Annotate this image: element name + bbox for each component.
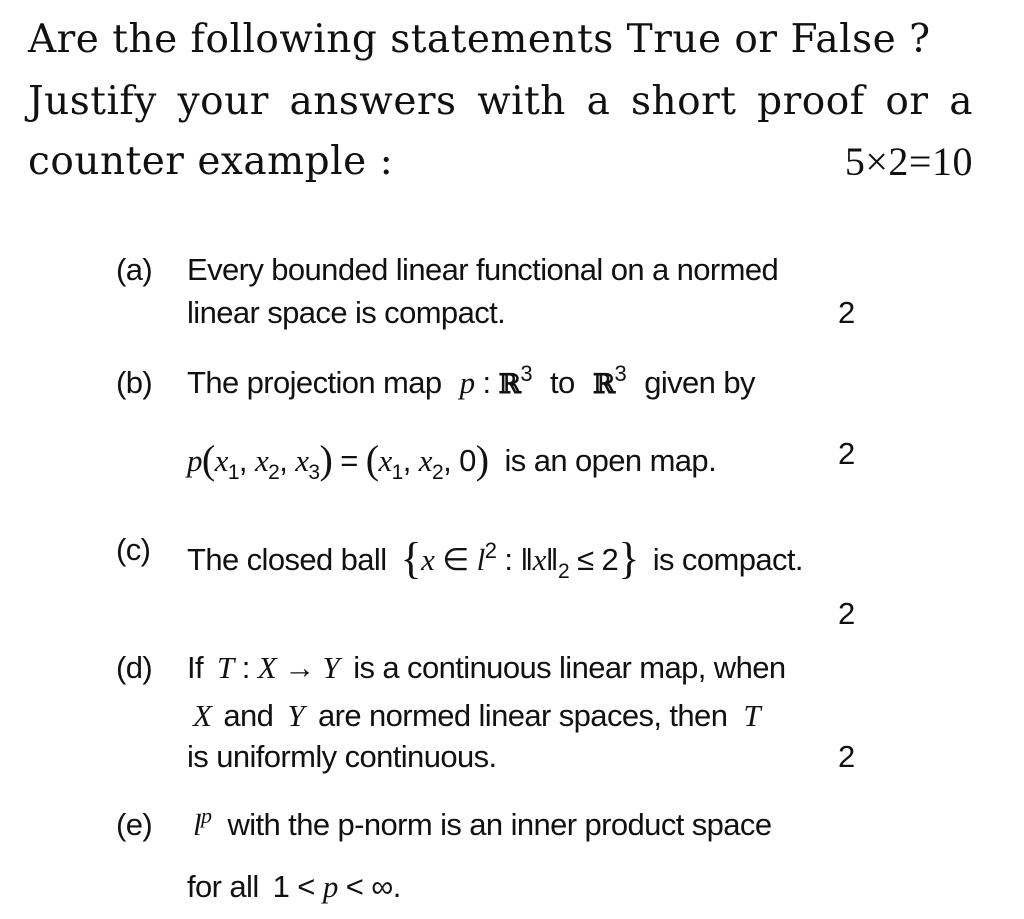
question-d-if: If — [187, 650, 204, 685]
question-d-line-3: is uniformly continuous. — [187, 739, 497, 774]
word: Justify — [28, 79, 157, 124]
question-d-text-2: are normed linear spaces, then — [317, 698, 728, 733]
question-c-text: The closed ball — [187, 542, 387, 577]
question-a-line-1: Every bounded linear functional on a normed — [187, 252, 779, 287]
word: your — [177, 79, 269, 124]
word: proof — [757, 79, 865, 124]
instruction-line-3 — [28, 139, 973, 184]
space-y: Y — [287, 698, 304, 733]
total-marks: 5×2=10 — [844, 139, 973, 184]
question-b-label: (b) — [116, 365, 153, 400]
word: a — [949, 79, 973, 124]
question-b-given-by: given by — [644, 365, 755, 400]
question-d-line-2 — [187, 700, 760, 731]
operator-map: T : X → Y — [217, 650, 340, 685]
question-e-label: (e) — [116, 807, 153, 842]
instruction-line-1: Are the following statements True or False ? — [28, 17, 931, 62]
question-b-open-map: is an open map. — [504, 443, 717, 478]
question-b-line-2 — [187, 437, 717, 484]
word: with — [477, 79, 566, 124]
question-b-marks: 2 — [838, 436, 855, 471]
question-c-line-1 — [187, 534, 803, 583]
map-symbol: p : ℝ$^3$ — [459, 361, 533, 400]
instruction-text: counter example : — [28, 139, 394, 184]
question-e-text: with the p-norm is an inner product space — [227, 807, 772, 842]
question-d-text: is a continuous linear map, when — [353, 650, 786, 685]
p-range: 1 < p < ∞. — [272, 869, 401, 904]
codomain-symbol: ℝ$^3$ — [592, 361, 627, 400]
word: or — [885, 79, 929, 124]
lp-space: $l^p$ — [193, 803, 212, 842]
question-d-and: and — [223, 698, 274, 733]
projection-formula: $p(x_1$, $x_2$, $x_3) = (x_1$, $x_2$, 0) — [187, 437, 489, 484]
question-d-label: (d) — [116, 650, 153, 685]
question-b-to: to — [550, 365, 575, 400]
closed-ball-set: {x ∈ $l^2$ : $‖x‖_2 \le 2$} — [400, 534, 639, 583]
question-e-line-2 — [187, 871, 401, 902]
operator-t: T — [743, 698, 761, 733]
question-b-line-1 — [187, 361, 755, 400]
word: answers — [289, 79, 457, 124]
question-d-marks: 2 — [838, 739, 855, 774]
word: a — [586, 79, 611, 124]
question-c-label: (c) — [116, 532, 151, 567]
question-e-for-all: for all — [187, 869, 259, 904]
question-a-marks: 2 — [838, 295, 855, 330]
word: short — [631, 79, 737, 124]
question-c-compact: is compact. — [652, 542, 803, 577]
question-a-label: (a) — [116, 252, 153, 287]
question-d-line-1 — [187, 652, 786, 683]
question-a-line-2: linear space is compact. — [187, 295, 506, 330]
space-x: X — [193, 698, 212, 733]
question-e-line-1 — [187, 803, 772, 842]
question-b-text: The projection map — [187, 365, 442, 400]
instruction-line-2 — [28, 79, 973, 124]
question-c-marks: 2 — [838, 596, 855, 631]
